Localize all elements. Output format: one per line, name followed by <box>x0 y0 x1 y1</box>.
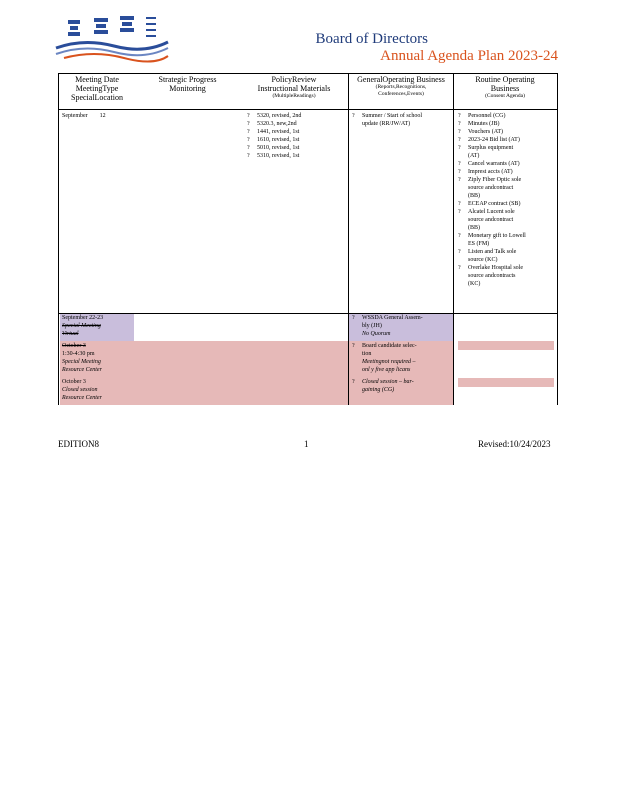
routine-text: Minutes (JB) <box>468 121 500 127</box>
row1-date: September 12 <box>62 113 106 119</box>
bullet-glyph: ? <box>458 249 461 255</box>
row3-date: October 3 1:30-4:30 pm Special Meeting Resource Center <box>62 343 102 373</box>
routine-text: ECEAP contract (SB) <box>468 201 521 207</box>
bullet-glyph: ? <box>458 177 461 183</box>
footer-page-number: 1 <box>304 439 309 449</box>
routine-text: Surplus equipment (AT) <box>468 145 514 159</box>
bullet-glyph: ? <box>247 113 250 119</box>
bullet-glyph: ? <box>458 209 461 215</box>
bullet-glyph: ? <box>352 379 355 385</box>
bullet-glyph: ? <box>458 113 461 119</box>
col-divider-3 <box>453 73 454 405</box>
bullet-glyph: ? <box>247 129 250 135</box>
bullet-glyph: ? <box>458 233 461 239</box>
policy-text: 5320, revised, 2nd <box>257 113 302 119</box>
row1-bottom-border <box>58 313 558 314</box>
general2-text: WSSDA General Assem- bly (JH) No Quorum <box>362 315 423 337</box>
header-strategic-progress: Strategic Progress Monitoring <box>158 75 217 93</box>
row3-routine-bg <box>458 341 554 350</box>
row4-routine-bg <box>458 378 554 387</box>
header-general-operating: GeneralOperating Business (Reports,Recognitions, Conferences,Events) <box>357 75 445 97</box>
routine-text: Personnel (CG) <box>468 113 506 119</box>
col-divider-2 <box>348 73 349 405</box>
table-top-border <box>58 73 558 74</box>
policy-text: 5310, revised, 1st <box>257 153 300 159</box>
footer-revised-date: Revised:10/24/2023 <box>478 439 551 449</box>
footer-edition: EDITION8 <box>58 439 99 449</box>
row2-date: September 22-23 Special Meeting Virtual <box>62 315 104 337</box>
general3-text: Board candidate selec- tion Meetingnot required – onl y five app licans <box>362 343 417 373</box>
routine-text: Cancel warrants (AT) <box>468 161 520 167</box>
bullet-glyph: ? <box>352 113 355 119</box>
policy-text: 5010, revised, 1st <box>257 145 300 151</box>
bullet-glyph: ? <box>458 265 461 271</box>
header-policy-review: PolicyReview Instructional Materials (MultipleReadings) <box>257 75 331 99</box>
bullet-glyph: ? <box>352 315 355 321</box>
policy-text: 1610, revised, 1st <box>257 137 300 143</box>
routine-text: Alcatel Lucent sole source andcontract (BB) <box>468 209 515 231</box>
header-bottom-border <box>58 109 558 110</box>
routine-text: Imprest accts (AT) <box>468 169 513 175</box>
bullet-glyph: ? <box>458 169 461 175</box>
bullet-glyph: ? <box>458 121 461 127</box>
routine-text: Ziply Fiber Optic sole source andcontract (BB) <box>468 177 522 199</box>
bullet-glyph: ? <box>352 343 355 349</box>
routine-text: Listen and Talk sole source (KC) <box>468 249 517 263</box>
header-routine-operating: Routine Operating Business (Consent Agenda) <box>475 75 535 99</box>
bullet-glyph: ? <box>247 137 250 143</box>
bullet-glyph: ? <box>458 129 461 135</box>
agenda-plan-title: Annual Agenda Plan 2023-24 <box>380 48 558 64</box>
col-divider-1 <box>58 73 59 405</box>
row4-date: October 3 Closed session Resource Center <box>62 379 102 401</box>
policy-text: 1441, revised, 1st <box>257 129 300 135</box>
bullet-glyph: ? <box>247 153 250 159</box>
bullet-glyph: ? <box>247 145 250 151</box>
general-text: Summer / Start of school update (RR/JW/AT) <box>362 113 422 127</box>
school-district-logo <box>54 14 170 64</box>
routine-text: 2023-24 Bid list (AT) <box>468 137 520 143</box>
header-meeting-date: Meeting Date MeetingType SpecialLocation <box>71 75 123 102</box>
bullet-glyph: ? <box>247 121 250 127</box>
col-divider-4 <box>557 73 558 405</box>
routine-text: Vouchers (AT) <box>468 129 504 135</box>
policy-text: 5320.3, new,2nd <box>257 121 297 127</box>
routine-text: Overlake Hospital sole source andcontracts (KC) <box>468 265 523 287</box>
bullet-glyph: ? <box>458 137 461 143</box>
general4-text: Closed session – bar- gaining (CG) <box>362 379 414 393</box>
bullet-glyph: ? <box>458 145 461 151</box>
routine-text: Monetary gift to Lowell ES (FM) <box>468 233 526 247</box>
board-title: Board of Directors <box>315 31 428 47</box>
bullet-glyph: ? <box>458 201 461 207</box>
bullet-glyph: ? <box>458 161 461 167</box>
